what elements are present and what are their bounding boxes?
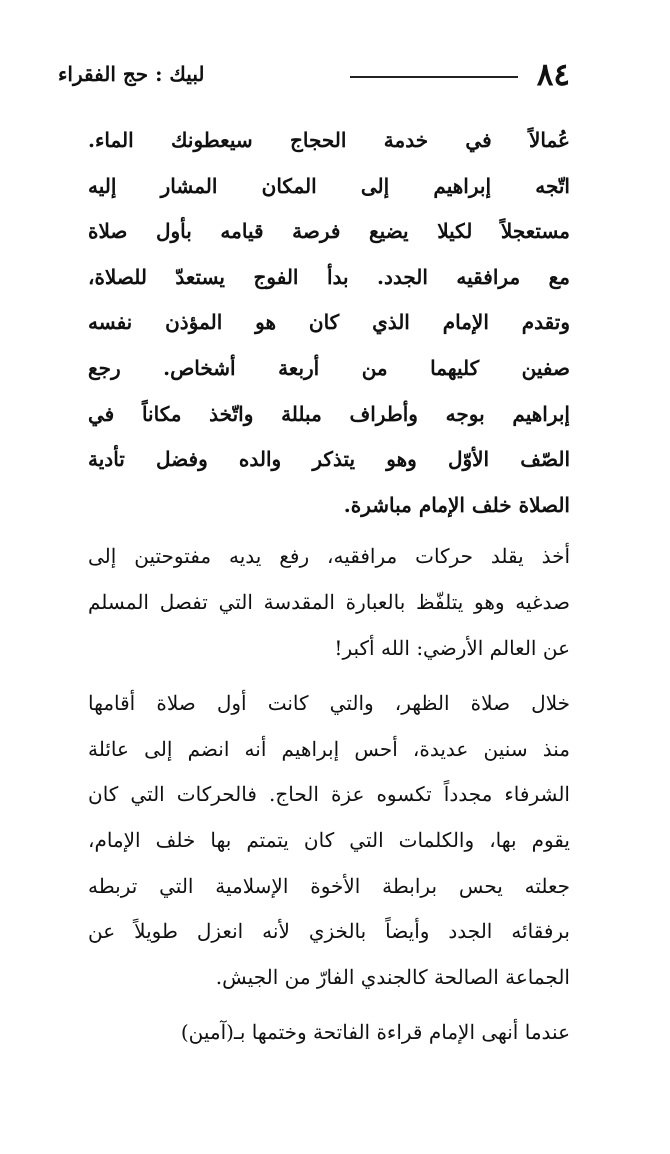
text-line: الصلاة خلف الإمام مباشرة.: [343, 492, 570, 517]
text-line: إبراهيم بوجه وأطراف مبللة واتّخذ مكاناً في: [88, 401, 570, 426]
text-line: عن العالم الأرضي: الله أكبر!: [334, 635, 570, 660]
paragraph: [88, 534, 570, 671]
text-line: منذ سنين عديدة، أحس إبراهيم أنه انضم إلى عائلة: [88, 736, 570, 761]
paragraph: [88, 118, 570, 528]
text-line: الصّف الأوّل وهو يتذكر والده وفضل تأدية: [88, 447, 570, 472]
running-header: [58, 54, 570, 98]
paragraph: [88, 681, 570, 1000]
text-line: جعلته يحس برابطة الأخوة الإسلامية التي تربطه: [88, 873, 570, 898]
page-body: [88, 118, 570, 1056]
text-line: مستعجلاً لكيلا يضيع فرصة قيامه بأول صلاة: [88, 219, 570, 244]
text-line: خلال صلاة الظهر، والتي كانت أول صلاة أقامها: [88, 691, 570, 716]
text-line: عُمالاً في خدمة الحجاج سيعطونك الماء.: [88, 128, 570, 152]
text-line: اتّجه إبراهيم إلى المكان المشار إليه: [88, 173, 570, 198]
paragraph: [88, 1010, 570, 1056]
text-line: الشرفاء مجدداً تكسوه عزة الحاج. فالحركات التي كان: [88, 782, 570, 807]
text-line: مع مرافقيه الجدد. بدأ الفوج يستعدّ للصلاة،: [88, 264, 570, 289]
text-line: صدغيه وهو يتلفّظ بالعبارة المقدسة التي تفصل المسلم: [88, 589, 570, 614]
header-rule: [350, 76, 518, 78]
text-line: يقوم بها، والكلمات التي كان يتمتم بها خلف الإمام،: [88, 827, 570, 852]
text-line: عندما أنهى الإمام قراءة الفاتحة وختمها بـ(آمين): [180, 1020, 570, 1045]
text-line: الجماعة الصالحة كالجندي الفارّ من الجيش.: [215, 964, 570, 989]
text-line: صفين كليهما من أربعة أشخاص. رجع: [88, 355, 570, 380]
text-line: برفقائه الجدد وأيضاً بالخزي لأنه انعزل طويلاً عن: [88, 919, 570, 944]
page-number: ٨٤: [536, 57, 570, 93]
text-line: أخذ يقلد حركات مرافقيه، رفع يديه مفتوحتين إلى: [88, 544, 570, 569]
running-title: لبيك : حج الفقراء: [58, 62, 205, 86]
text-line: وتقدم الإمام الذي كان هو المؤذن نفسه: [88, 310, 570, 335]
